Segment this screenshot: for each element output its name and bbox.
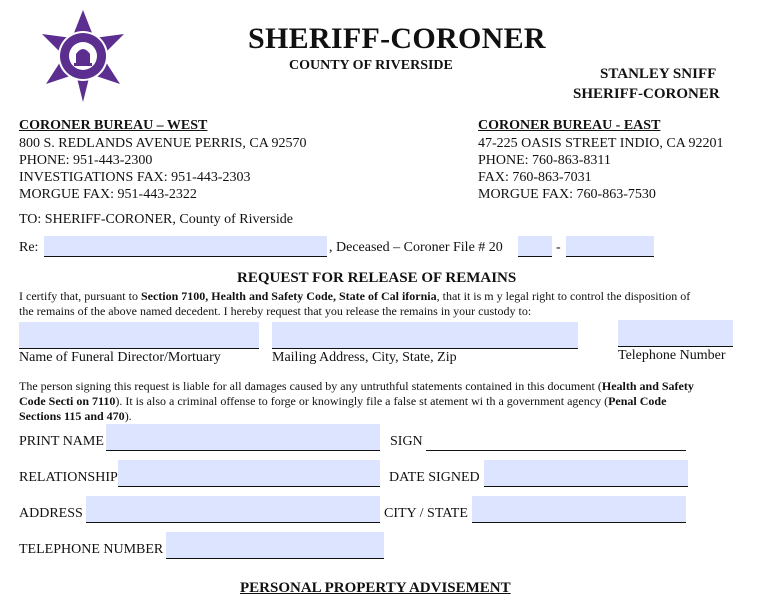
sheriff-star-seal — [40, 8, 126, 104]
relationship-label: RELATIONSHIP — [19, 470, 118, 485]
address-input[interactable] — [86, 496, 380, 522]
personal-property-heading: PERSONAL PROPERTY ADVISEMENT — [240, 580, 511, 596]
funeral-director-input[interactable] — [19, 322, 259, 348]
west-morgue-fax: MORGUE FAX: 951-443-2322 — [19, 187, 197, 202]
section-title: REQUEST FOR RELEASE OF REMAINS — [237, 270, 517, 286]
address-label: ADDRESS — [19, 506, 83, 521]
official-title: SHERIFF-CORONER — [573, 86, 720, 102]
print-name-underline — [106, 450, 380, 451]
liability-line-1 — [19, 379, 694, 394]
east-address: 47-225 OASIS STREET INDIO, CA 92201 — [478, 136, 724, 151]
liability-code-ref-2: Code Secti on 7110 — [19, 394, 116, 408]
sign-line[interactable] — [426, 450, 686, 451]
decedent-name-input[interactable] — [44, 236, 327, 256]
west-phone: PHONE: 951-443-2300 — [19, 153, 153, 168]
certify-text-2: , that it is m y legal right to control the disposition of — [436, 289, 691, 303]
liability-code-ref-3: Penal Code — [608, 394, 667, 408]
city-state-input[interactable] — [472, 496, 686, 522]
liability-text-3: ). — [124, 409, 132, 423]
mailing-address-underline — [272, 348, 578, 349]
city-state-underline — [472, 522, 686, 523]
liability-line-3 — [19, 409, 132, 424]
print-name-input[interactable] — [106, 424, 380, 450]
west-bureau-heading: CORONER BUREAU – WEST — [19, 118, 208, 133]
telephone-number-input[interactable] — [618, 320, 733, 346]
telephone-number-underline — [618, 346, 733, 347]
county-subtitle: COUNTY OF RIVERSIDE — [289, 58, 453, 73]
certify-text-1: I certify that, pursuant to — [19, 289, 141, 303]
official-name: STANLEY SNIFF — [600, 66, 717, 82]
west-investigations-fax: INVESTIGATIONS FAX: 951-443-2303 — [19, 170, 251, 185]
liability-code-ref-4: Sections 115 and 470 — [19, 409, 125, 423]
file-year-underline — [518, 256, 552, 257]
telephone-number-label: Telephone Number — [618, 348, 726, 363]
liability-code-ref-1: Health and Safety — [601, 379, 694, 393]
file-number-input[interactable] — [566, 236, 654, 256]
liability-text-1: The person signing this request is liable for all damages caused by any untruthful statements contained in this document ( — [19, 379, 602, 393]
east-bureau-heading: CORONER BUREAU - EAST — [478, 118, 661, 133]
telephone-label: TELEPHONE NUMBER — [19, 542, 164, 557]
deceased-file-label: , Deceased – Coroner File # 20 — [329, 240, 503, 255]
star-badge-icon — [40, 8, 126, 104]
funeral-director-label: Name of Funeral Director/Mortuary — [19, 350, 221, 365]
east-morgue-fax: MORGUE FAX: 760-863-7530 — [478, 187, 656, 202]
to-line: TO: SHERIFF-CORONER, County of Riverside — [19, 212, 293, 227]
re-label: Re: — [19, 240, 39, 255]
mailing-address-label: Mailing Address, City, State, Zip — [272, 350, 457, 365]
decedent-name-underline — [44, 256, 327, 257]
relationship-underline — [118, 486, 380, 487]
east-phone: PHONE: 760-863-8311 — [478, 153, 611, 168]
date-signed-underline — [484, 486, 688, 487]
west-address: 800 S. REDLANDS AVENUE PERRIS, CA 92570 — [19, 136, 307, 151]
funeral-director-underline — [19, 348, 259, 349]
file-dash: - — [556, 240, 561, 255]
liability-line-2 — [19, 394, 666, 409]
relationship-input[interactable] — [118, 460, 380, 486]
east-fax: FAX: 760-863-7031 — [478, 170, 592, 185]
address-underline — [86, 522, 380, 523]
file-year-input[interactable] — [518, 236, 552, 256]
date-signed-label: DATE SIGNED — [389, 470, 480, 485]
telephone-underline — [166, 558, 384, 559]
city-state-label: CITY / STATE — [384, 506, 468, 521]
print-name-label: PRINT NAME — [19, 434, 104, 449]
mailing-address-input[interactable] — [272, 322, 578, 348]
certify-line-2: the remains of the above named decedent. I hereby request that you release the remains in your custody to: — [19, 304, 532, 318]
sign-label: SIGN — [390, 434, 423, 449]
telephone-input[interactable] — [166, 532, 384, 558]
certify-line-1 — [19, 289, 690, 304]
file-number-underline — [566, 256, 654, 257]
liability-text-2: ). It is also a criminal offense to forge or knowingly file a false st atement wi th a government agency ( — [115, 394, 609, 408]
page-title: SHERIFF-CORONER — [248, 22, 546, 55]
date-signed-input[interactable] — [484, 460, 688, 486]
certify-code-ref: Section 7100, Health and Safety Code, State of Cal ifornia — [140, 289, 437, 303]
